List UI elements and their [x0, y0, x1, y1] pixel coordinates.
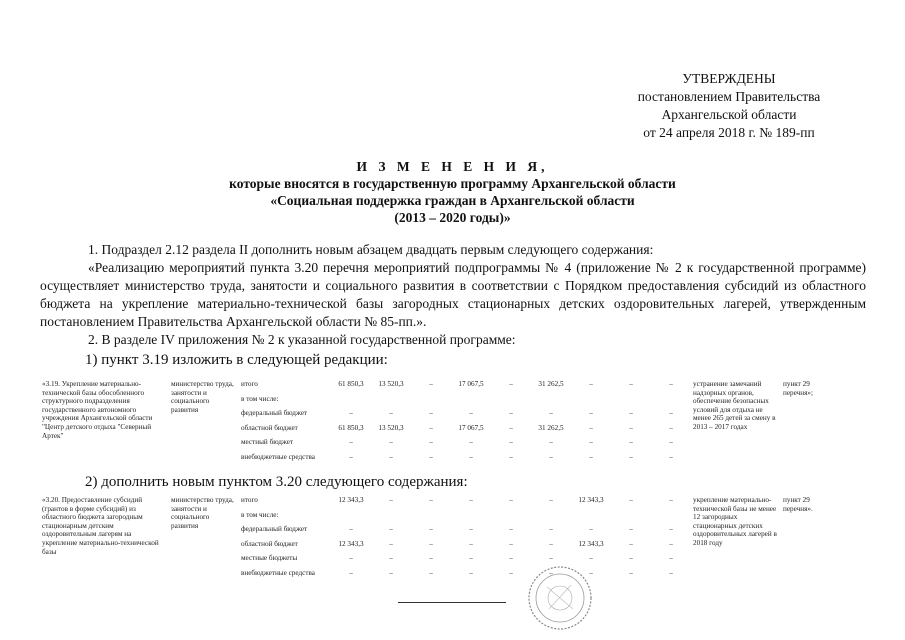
table-cell: – [389, 539, 393, 548]
approval-line-3: Архангельской области [661, 107, 797, 122]
table-cell: – [589, 525, 593, 533]
funding-source: внебюджетные средства [241, 568, 315, 577]
table-cell: – [469, 554, 473, 562]
title-main: И З М Е Н Е Н И Я, [356, 159, 549, 174]
table-cell: – [349, 409, 353, 417]
approval-line-4: от 24 апреля 2018 г. № 189-пп [643, 125, 815, 140]
table-cell: – [629, 452, 633, 461]
funding-source: местные бюджеты [241, 554, 298, 562]
table-cell [371, 395, 411, 410]
table-cell: – [589, 380, 593, 388]
table-cell: – [469, 568, 473, 577]
funding-source: областной бюджет [241, 539, 298, 548]
paragraph-2: «Реализацию мероприятий пункта 3.20 перечня мероприятий подпрограммы № 4 (приложение № 2 к государственной программе) осуществляет министерство труда, занятости и социального развития в соответствии с Порядком предоставления субсидий из областного бюджета на укрепление материально-технической базы загородных стационарных детских оздоровительных лагерей, утвержденным постановлением Правительства Архангельской области № 85-пп.». [40, 260, 866, 329]
table-cell: – [469, 525, 473, 533]
table-cell: – [669, 554, 673, 562]
table-cell: – [589, 438, 593, 446]
table-cell: – [669, 539, 673, 548]
table-cell: – [549, 452, 553, 461]
table-cell [571, 511, 611, 526]
table-cell [411, 511, 451, 526]
table-cell: – [509, 525, 513, 533]
table-cell: – [469, 539, 473, 548]
table-cell: – [509, 539, 513, 548]
table-cell: – [549, 496, 553, 504]
official-seal-icon [527, 565, 593, 631]
table-cell: – [509, 423, 513, 432]
table-cell: – [669, 496, 673, 504]
title-line-3: «Социальная поддержка граждан в Архангельской области [270, 193, 635, 208]
table-cell: – [629, 438, 633, 446]
table-cell [411, 395, 451, 410]
measure-table-3-19 [40, 380, 835, 467]
table-cell: – [429, 496, 433, 504]
table-cell [571, 395, 611, 410]
table-cell: – [429, 554, 433, 562]
table-cell: – [629, 568, 633, 577]
table-cell: – [549, 409, 553, 417]
table-cell: – [429, 525, 433, 533]
table-cell: – [669, 568, 673, 577]
funding-source: в том числе: [241, 394, 279, 403]
table-cell: – [429, 409, 433, 417]
measure-name: «3.19. Укрепление материально-технической базы обособленного структурного подразделения государственного автономного учреждения Архангельской области "Центр детского отдыха "Северный Артек" [42, 380, 153, 440]
table-cell: – [509, 554, 513, 562]
table-cell [531, 511, 571, 526]
table-cell: – [669, 423, 673, 432]
measure-executor: министерство труда, занятости и социального развития [171, 380, 234, 414]
funding-source: итого [241, 380, 258, 388]
table-cell [531, 395, 571, 410]
table-cell: 61 850,3 [338, 423, 364, 432]
table-cell [651, 511, 691, 526]
funding-source: внебюджетные средства [241, 452, 315, 461]
table-cell [371, 511, 411, 526]
table-cell: – [669, 452, 673, 461]
table-cell: – [589, 452, 593, 461]
table-cell: 13 520,3 [378, 380, 404, 388]
table-cell: – [629, 554, 633, 562]
funding-source: в том числе: [241, 510, 279, 519]
table-cell: 31 262,5 [538, 423, 564, 432]
table-cell: 12 343,3 [338, 539, 364, 548]
table-cell: – [469, 452, 473, 461]
table-cell: – [589, 554, 593, 562]
table-cell: – [509, 409, 513, 417]
table-cell: – [669, 409, 673, 417]
table-cell [451, 511, 491, 526]
table-cell [491, 395, 531, 410]
funding-source: федеральный бюджет [241, 525, 308, 533]
table-cell: – [429, 423, 433, 432]
funding-source: федеральный бюджет [241, 409, 308, 417]
table-cell: – [509, 452, 513, 461]
table-cell: – [389, 554, 393, 562]
table-cell: – [349, 554, 353, 562]
table-cell: – [469, 496, 473, 504]
table-cell: – [349, 525, 353, 533]
table-cell: – [509, 568, 513, 577]
measure-table-3-20 [40, 496, 835, 583]
table-cell: – [349, 452, 353, 461]
table-cell: – [469, 438, 473, 446]
body-text [40, 241, 866, 349]
measure-reference: пункт 29 перечня»; [783, 380, 813, 397]
table-cell: – [389, 409, 393, 417]
table-cell: – [589, 568, 593, 577]
table-cell: – [629, 409, 633, 417]
section-1-heading: 1) пункт 3.19 изложить в следующей редакции: [85, 352, 388, 368]
section-2-heading: 2) дополнить новым пунктом 3.20 следующего содержания: [85, 474, 468, 490]
table-cell: – [589, 409, 593, 417]
table-cell [331, 511, 371, 526]
measure-result: устранение замечаний надзорных органов, обеспечение безопасных условий для отдыха не менее 265 детей за смену в 2013 – 2017 годах [693, 380, 776, 431]
table-cell: – [429, 539, 433, 548]
table-cell [451, 395, 491, 410]
table-cell: – [629, 525, 633, 533]
table-cell: – [349, 438, 353, 446]
measure-reference: пункт 29 перечня». [783, 496, 813, 513]
measure-name: «3.20. Предоставление субсидий (грантов в форме субсидий) из областного бюджета загородным стационарным детским оздоровительным лагерям на укрепление материально-технической базы [42, 496, 159, 556]
table-cell: – [429, 380, 433, 388]
table-cell [491, 511, 531, 526]
table-cell [331, 395, 371, 410]
measure-executor: министерство труда, занятости и социального развития [171, 496, 234, 530]
table-cell: – [629, 496, 633, 504]
table-cell: – [429, 438, 433, 446]
table-cell: – [389, 568, 393, 577]
table-cell: 13 520,3 [378, 423, 404, 432]
table-cell: – [349, 568, 353, 577]
table-cell: 17 067,5 [458, 423, 484, 432]
table-cell: 12 343,3 [338, 496, 364, 504]
funding-source: местный бюджет [241, 438, 294, 446]
table-cell: – [669, 438, 673, 446]
table-cell: – [549, 554, 553, 562]
measure-result: укрепление материально-технической базы не менее 12 загородных стационарных детских оздоровительных лагерей в 2018 году [693, 496, 777, 547]
table-cell: – [549, 539, 553, 548]
document-title [0, 158, 905, 226]
table-cell [611, 511, 651, 526]
table-cell: – [549, 525, 553, 533]
title-line-2: которые вносятся в государственную программу Архангельской области [229, 176, 676, 191]
table-cell [611, 395, 651, 410]
approval-line-2: постановлением Правительства [637, 89, 821, 104]
table-cell: – [509, 438, 513, 446]
approval-line-1: УТВЕРЖДЕНЫ [682, 71, 776, 86]
table-cell: – [509, 380, 513, 388]
table-cell: – [629, 423, 633, 432]
table-cell: – [669, 380, 673, 388]
table-cell: – [589, 423, 593, 432]
table-cell: 17 067,5 [458, 380, 484, 388]
paragraph-1: 1. Подраздел 2.12 раздела II дополнить новым абзацем двадцать первым следующего содержания: [88, 242, 654, 257]
table-cell: – [429, 568, 433, 577]
table-cell: – [549, 568, 553, 577]
table-cell: – [509, 496, 513, 504]
table-cell: – [429, 452, 433, 461]
table-cell: – [629, 539, 633, 548]
title-line-4: (2013 – 2020 годы)» [394, 210, 511, 225]
table-cell [651, 395, 691, 410]
table-cell: 12 343,3 [578, 539, 604, 548]
table-cell: – [389, 452, 393, 461]
table-cell: 12 343,3 [578, 496, 604, 504]
table-cell: – [389, 438, 393, 446]
funding-source: итого [241, 496, 258, 504]
table-cell: – [389, 496, 393, 504]
table-cell: 31 262,5 [538, 380, 564, 388]
table-cell: – [469, 409, 473, 417]
paragraph-3: 2. В разделе IV приложения № 2 к указанной государственной программе: [88, 332, 516, 347]
approval-block [609, 70, 849, 142]
end-rule [398, 602, 506, 603]
table-cell: – [389, 525, 393, 533]
table-cell: – [549, 438, 553, 446]
table-cell: 61 850,3 [338, 380, 364, 388]
table-cell: – [669, 525, 673, 533]
funding-source: областной бюджет [241, 423, 298, 432]
table-cell: – [629, 380, 633, 388]
